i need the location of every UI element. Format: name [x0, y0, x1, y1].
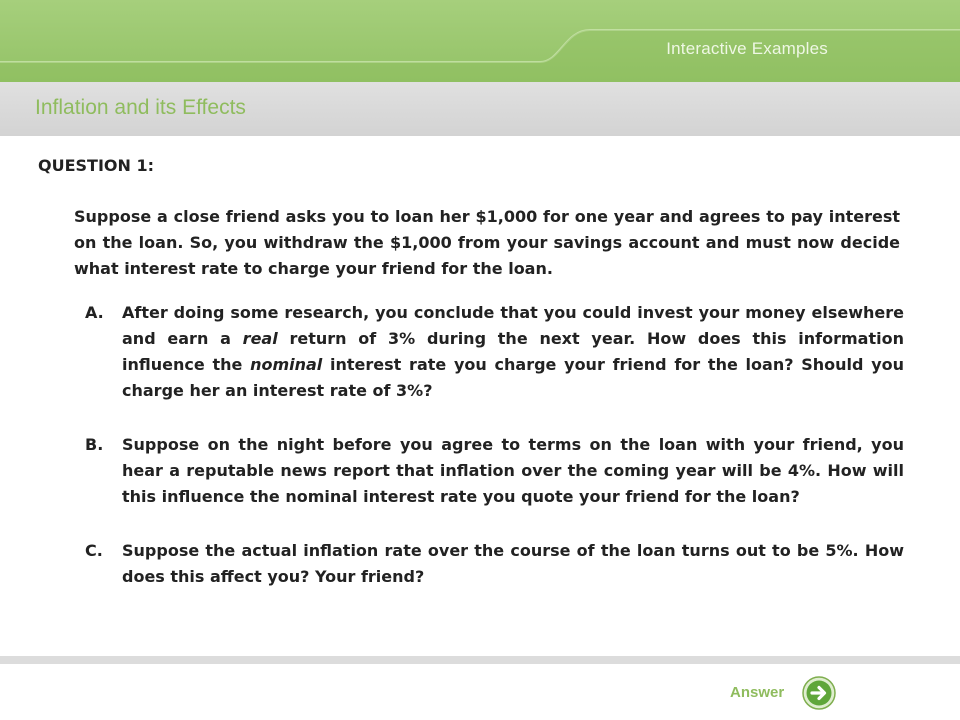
- header-band: [0, 0, 960, 82]
- question-intro: Suppose a close friend asks you to loan her $1,000 for one year and agrees to pay interest on the loan. So, you withdraw the $1,000 from your savings account and must now decide what interest rate to charge your friend for the loan.: [74, 207, 900, 278]
- question-label: QUESTION 1:: [38, 156, 155, 175]
- tab-title: Interactive Examples: [666, 39, 828, 58]
- answer-label[interactable]: Answer: [730, 684, 785, 701]
- footer-divider: [0, 656, 960, 664]
- part-letter: A.: [85, 303, 104, 322]
- part-letter: C.: [85, 541, 103, 560]
- emphasis-nominal: nominal: [250, 355, 323, 374]
- answer-button[interactable]: [802, 676, 836, 710]
- page-title: Inflation and its Effects: [35, 96, 246, 119]
- part-letter: B.: [85, 435, 104, 454]
- emphasis-real: real: [242, 329, 278, 348]
- part-text: Suppose on the night before you agree to terms on the loan with your friend, you hear a reputable news report that inflation over the coming year will be 4%. How will this influence the nominal interest rate you quote your friend for the loan?: [122, 435, 904, 506]
- arrow-right-icon: [802, 676, 836, 710]
- part-text: Suppose the actual inflation rate over the course of the loan turns out to be 5%. How does this affect you? Your friend?: [122, 541, 904, 586]
- part-text: After doing some research, you conclude that you could invest your money elsewhere and earn a real return of 3% during the next year. How does this information influence the nominal interest rate you charge your friend for the loan? Should you charge her an interest rate of 3%?: [122, 303, 905, 400]
